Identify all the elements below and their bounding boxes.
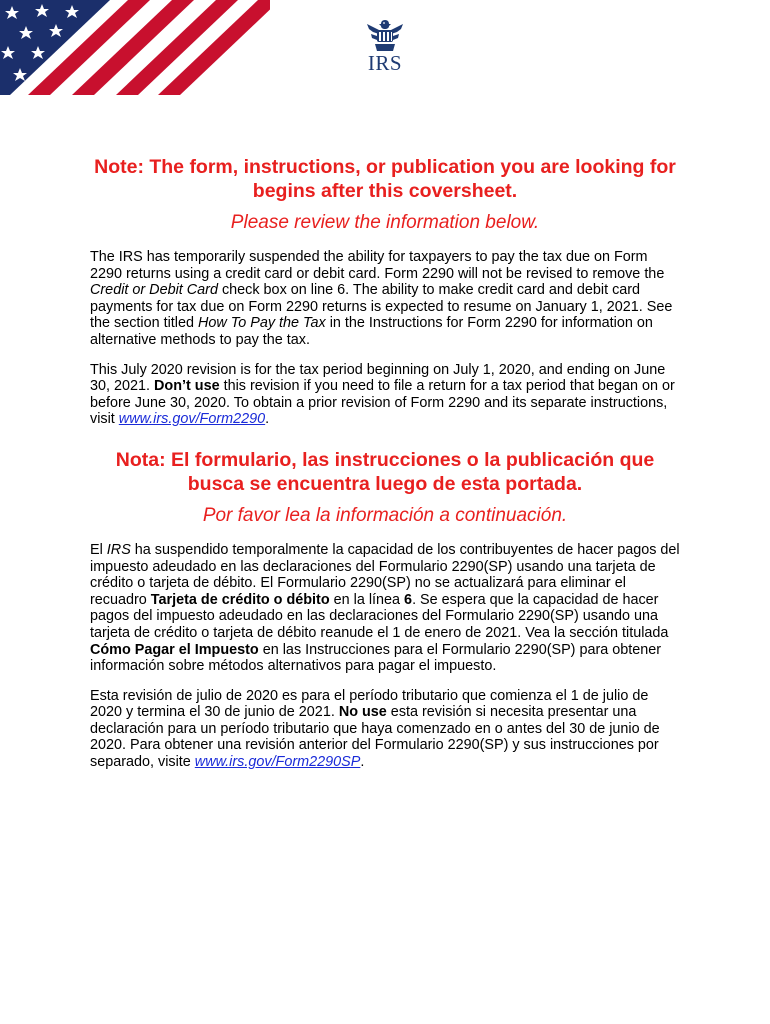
irs-logo <box>362 18 408 73</box>
text-run: Esta revisión de julio de 2020 es para el período tributario que comienza el 1 de julio de 2020 y termina el 30 de junio de 2021. <box>90 687 649 721</box>
text-run-bold: 6 <box>404 591 413 608</box>
eagle-icon <box>365 18 405 52</box>
flag-graphic <box>0 0 270 95</box>
text-run: en las Instrucciones para el Formulario 2290(SP) para obtener información sobre métodos alternativos para pagar el impuesto. <box>90 641 662 675</box>
note-subheading-english: Please review the information below. <box>230 212 540 233</box>
text-run: en la línea <box>329 591 405 608</box>
english-paragraph-2 <box>90 362 680 428</box>
spanish-paragraph-1 <box>90 542 680 675</box>
text-run: . Se espera que la capacidad de hacer pagos del impuesto adeudado en las declaraciones del Formulario 2290(SP) usando una tarjeta de crédito o tarjeta de débito reanude el 1 de enero de 2021. Vea la sección titulada <box>90 591 669 641</box>
english-paragraph-1 <box>90 249 680 349</box>
text-run: . <box>360 754 365 771</box>
text-run: in the Instructions for Form 2290 for information on alternative methods to pay the tax. <box>90 315 653 348</box>
spanish-paragraph-2 <box>90 688 680 771</box>
text-run: The IRS has temporarily suspended the ability for taxpayers to pay the tax due on Form 2290 returns using a credit card or debit card. Form 2290 will not be revised to remove the <box>90 249 665 282</box>
text-run-italic: IRS <box>106 541 131 558</box>
text-run-bold: Don’t use <box>154 378 220 395</box>
coversheet-content <box>90 155 680 784</box>
text-run-italic: How To Pay the Tax <box>198 315 326 332</box>
text-run: ha suspendido temporalmente la capacidad de los contribuyentes de hacer pagos del impuesto adeudado en las declaraciones del Formulario 2290(SP) usando una tarjeta de crédito o tarjeta de débito. El Formulario 2290(SP) no se actualizará para eliminar el recuadro <box>90 541 680 608</box>
text-run-bold: Tarjeta de crédito o débito <box>150 591 330 608</box>
text-run: El <box>90 541 107 558</box>
text-run: check box on line 6. The ability to make credit card and debit card payments for tax due on Form 2290 returns is expected to resume on January 1, 2021. See the section titled <box>90 282 673 332</box>
irs-logo-text: IRS <box>367 51 403 75</box>
text-run-bold: Cómo Pagar el Impuesto <box>90 641 259 658</box>
text-run: esta revisión si necesita presentar una declaración para un período tributario que haya comenzado en o antes del 30 de junio de 2020. Para obtener una revisión anterior del Formulario 2290(SP) y sus instrucciones por separado, visite <box>90 704 660 771</box>
note-subheading-spanish: Por favor lea la información a continuación. <box>202 504 568 526</box>
text-run: this revision if you need to file a return for a tax period that began on or before June 30, 2020. To obtain a prior revision of Form 2290 and its separate instructions, visit <box>90 378 675 428</box>
form2290-link[interactable]: www.irs.gov/Form2290 <box>118 411 266 428</box>
text-run: . <box>265 411 270 428</box>
note-heading-spanish: Nota: El formulario, las instrucciones o la publicación que busca se encuentra luego de esta portada. <box>115 448 655 495</box>
text-run-italic: Credit or Debit Card <box>90 282 218 299</box>
note-heading-english: Note: The form, instructions, or publication you are looking for begins after this coversheet. <box>94 156 676 202</box>
form2290sp-link[interactable]: www.irs.gov/Form2290SP <box>194 754 361 771</box>
text-run-bold: No use <box>338 704 387 721</box>
text-run: This July 2020 revision is for the tax period beginning on July 1, 2020, and ending on June 30, 2021. <box>90 361 666 395</box>
